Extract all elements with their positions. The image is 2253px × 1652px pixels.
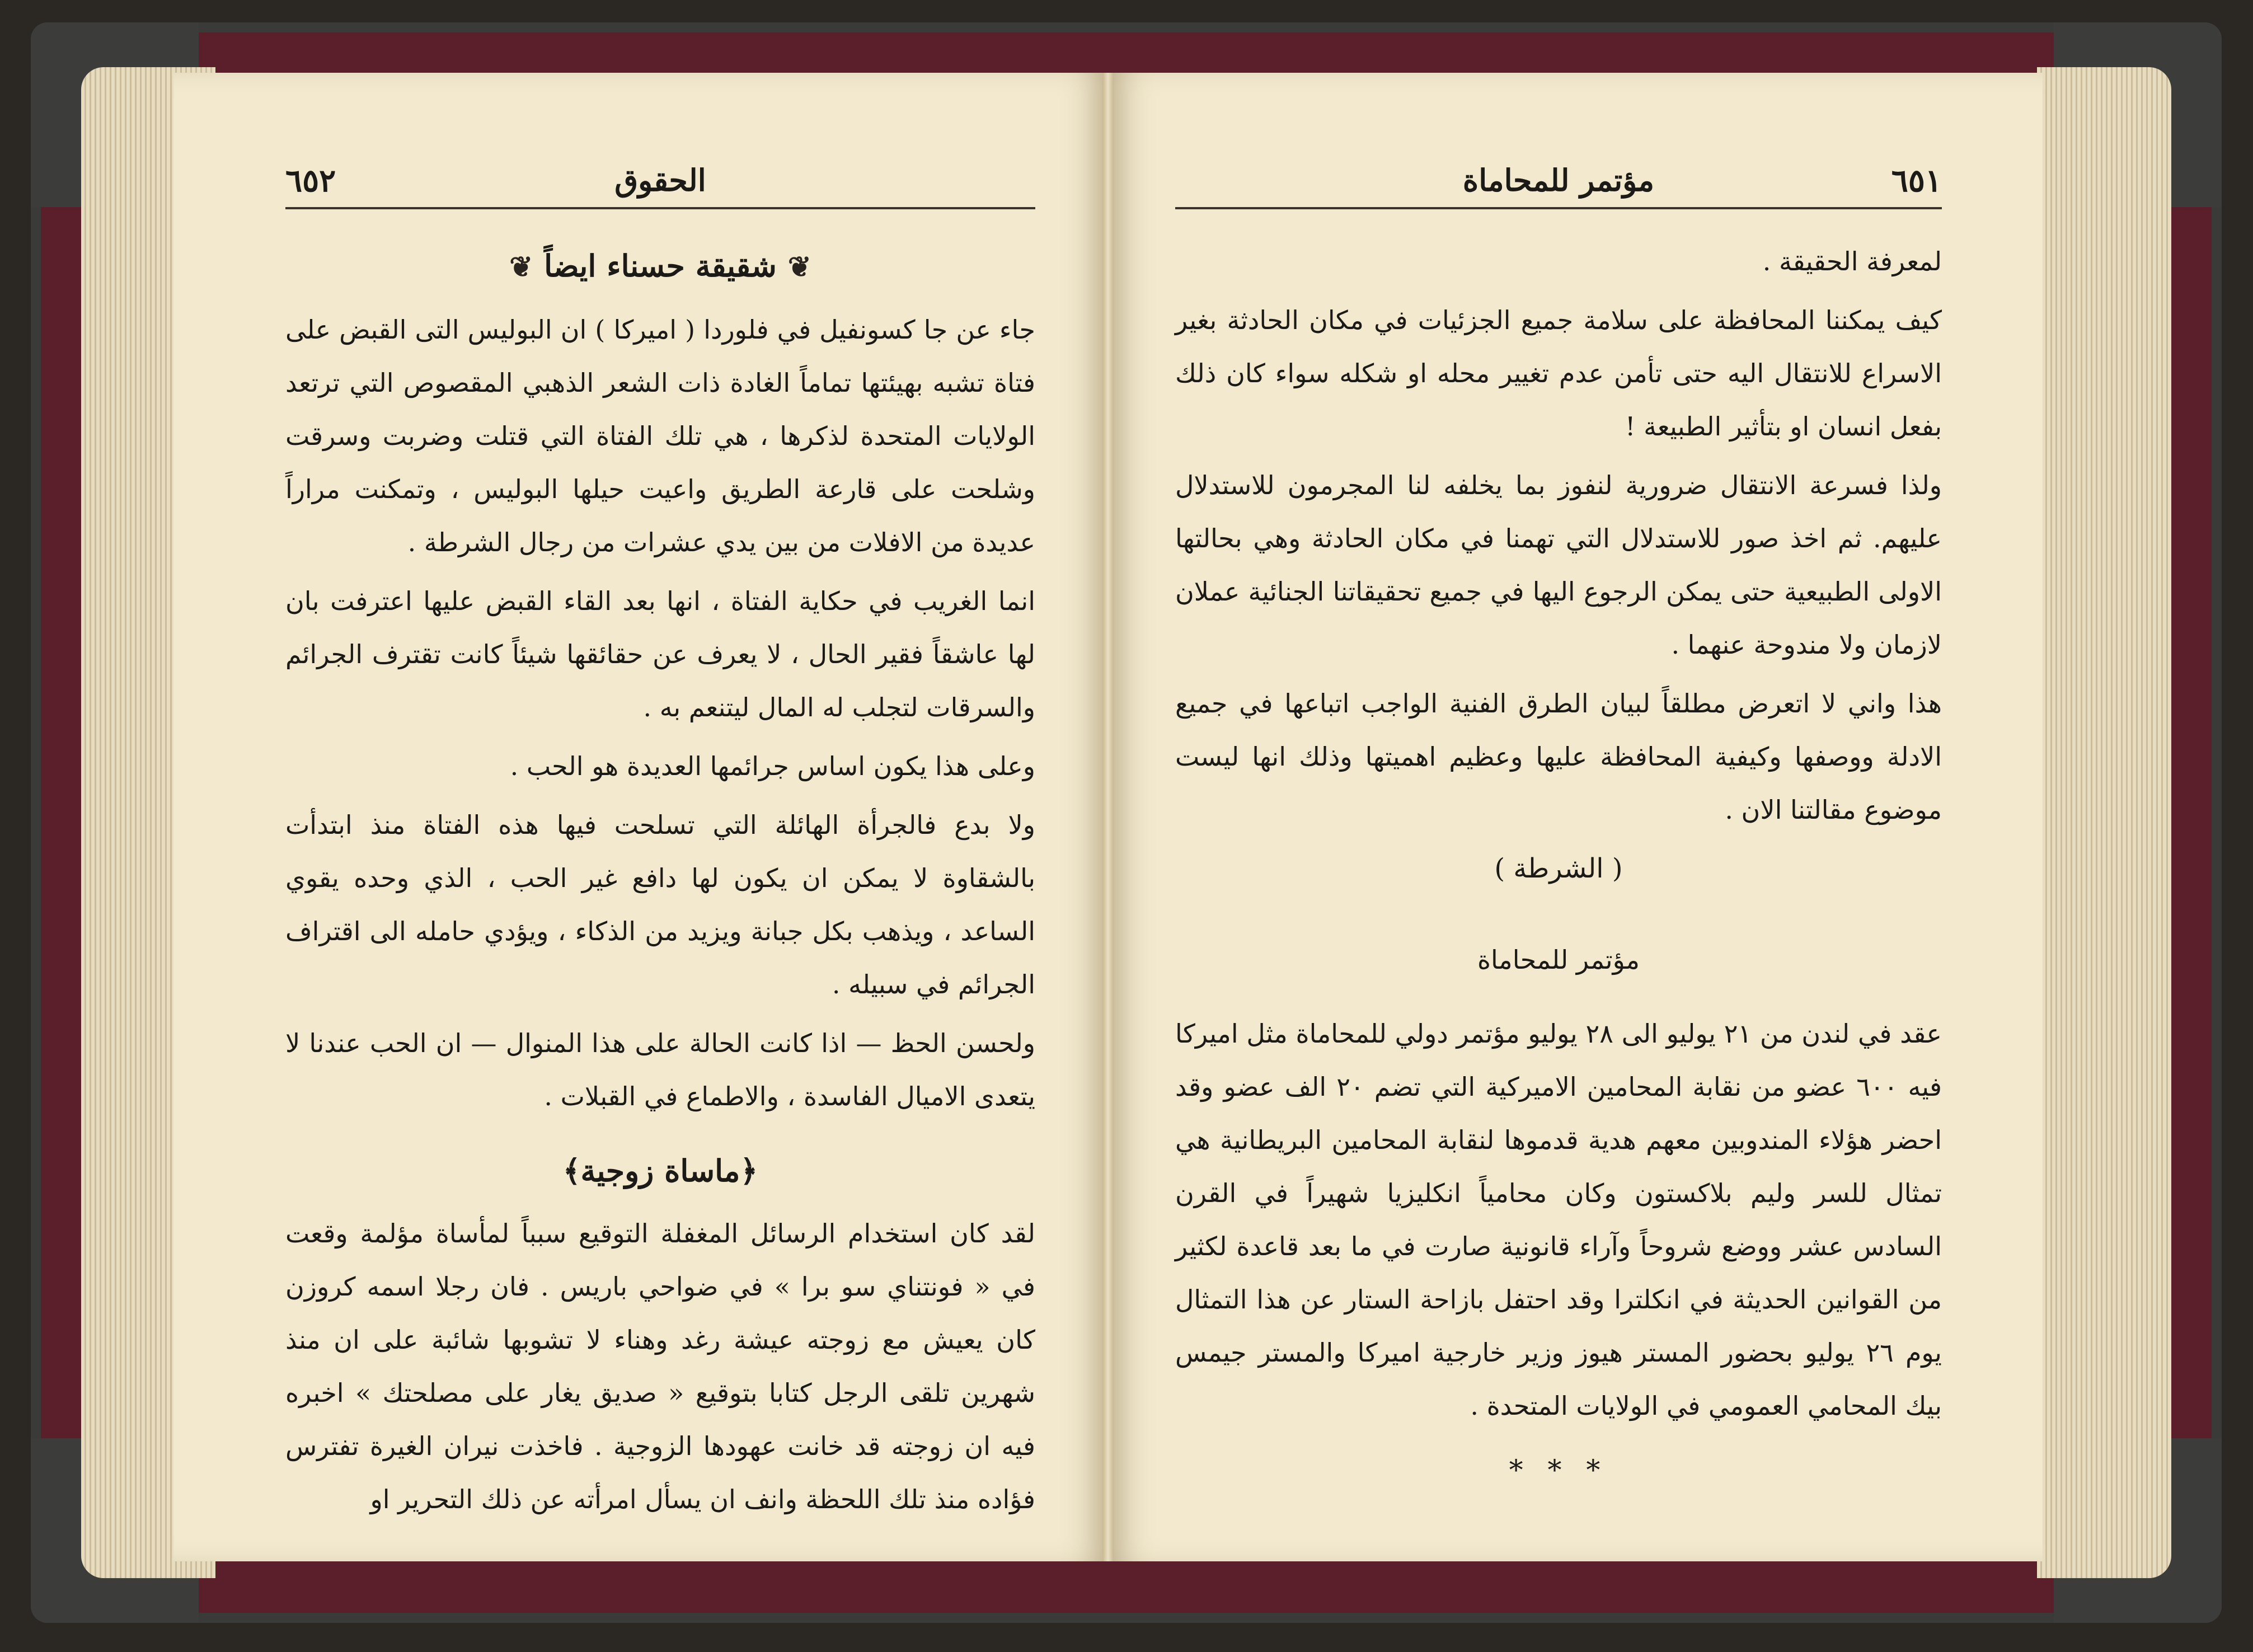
- left-page-header: [285, 162, 1035, 209]
- paragraph: كيف يمكننا المحافظة على سلامة جميع الجزئيات في مكان الحادثة بغير الاسراع للانتقال اليه حتى تأمن عدم تغيير محله او شكله سواء كان ذلك بفعل انسان او بتأثير الطبيعة !: [1175, 305, 1942, 442]
- page-number: ٦٥٢: [285, 162, 336, 199]
- end-mark: * * *: [1509, 1454, 1608, 1486]
- paragraph: لمعرفة الحقيقة .: [1762, 246, 1942, 276]
- book-gutter: [1102, 73, 1114, 1561]
- ornament-icon: ❦: [509, 250, 533, 283]
- left-page: [173, 73, 1102, 1561]
- paragraph: ولا بدع فالجرأة الهائلة التي تسلحت فيها هذه الفتاة منذ ابتدأت بالشقاوة لا يمكن ان يكون لها دافع غير الحب ، الذي وحده يقوي الساعد ، ويذهب بكل جبانة ويزيد من الذكاء ، ويؤدي حامله الى اقتراف الجرائم في سبيله .: [285, 810, 1035, 999]
- running-title: الحقوق: [614, 162, 706, 198]
- paragraph: لقد كان استخدام الرسائل المغفلة التوقيع سبباً لمأساة مؤلمة وقعت في « فونتناي سو برا » في ضواحي باريس . فان رجلا اسمه كروزن كان يعيش مع زوجته عيشة رغد وهناء لا تشوبها شائبة على ان منذ شهرين تلقى الرجل كتابا بتوقيع « صديق يغار على مصلحتك » اخبره فيه ان زوجته قد خانت عهودها الزوجية . فاخذت نيران الغيرة تفترس فؤاده منذ تلك اللحظة وانف ان يسأل امرأته عن ذلك التحرير او: [285, 1218, 1035, 1514]
- article-signature: ( الشرطة ): [1494, 853, 1623, 884]
- left-page-body: [285, 235, 1035, 1532]
- article-title: مؤتمر للمحاماة: [1477, 945, 1640, 975]
- paragraph: وعلى هذا يكون اساس جرائمها العديدة هو الحب .: [510, 751, 1035, 781]
- right-page: [1114, 73, 2043, 1561]
- paragraph: عقد في لندن من ٢١ يوليو الى ٢٨ يوليو مؤتمر دولي للمحاماة مثل اميركا فيه ٦٠٠ عضو من نقابة المحامين الاميركية التي تضم ٢٠ الف عضو وقد احضر هؤلاء المندوبين معهم هدية قدموها لنقابة المحامين البريطانية هي تمثال للسر وليم بلاكستون وكان محامياً انكليزيا شهيراً في القرن السادس عشر ووضع شروحاً وآراء قانونية صارت في ما بعد قاعدة لكثير من القوانين الحديثة في انكلترا وقد احتفل بازاحة الستار عن هذا التمثال يوم ٢٦ يوليو بحضور المستر هيوز وزير خارجية اميركا والمستر جيمس بيك المحامي العمومي في الولايات المتحدة .: [1175, 1019, 1942, 1421]
- ornament-icon: ❦: [787, 250, 811, 283]
- right-page-header: [1175, 162, 1942, 209]
- section-heading: ❦شقيقة حسناء ايضاً❦: [285, 235, 1035, 298]
- page-edges-right: [2037, 67, 2171, 1578]
- page-number: ٦٥١: [1891, 162, 1942, 199]
- running-title: مؤتمر للمحاماة: [1462, 162, 1655, 198]
- paragraph: جاء عن جا كسونفيل في فلوردا ( اميركا ) ان البوليس التى القبض على فتاة تشبه بهيئتها تماماً الغادة ذات الشعر الذهبي المقصوص التي ترتعد الولايات المتحدة لذكرها ، هي تلك الفتاة التي قتلت وضربت وسرقت وشلحت على قارعة الطريق واعيت حيلها البوليس ، وتمكنت مراراً عديدة من الافلات من بين يدي عشرات من رجال الشرطة .: [285, 315, 1035, 557]
- right-page-body: [1175, 235, 1942, 1497]
- paragraph: ولذا فسرعة الانتقال ضرورية لنفوز بما يخلفه لنا المجرمون للاستدلال عليهم. ثم اخذ صور للاستدلال التي تهمنا في مكان الحادثة وهي بحالتها الاولى الطبيعية حتى يمكن الرجوع اليها في جميع تحقيقاتنا الجنائية عملان لازمان ولا مندوحة عنهما .: [1175, 470, 1942, 660]
- paragraph: ولحسن الحظ — اذا كانت الحالة على هذا المنوال — ان الحب عندنا لا يتعدى الاميال الفاسدة ، والاطماع في القبلات .: [285, 1028, 1035, 1111]
- paragraph: انما الغريب في حكاية الفتاة ، انها بعد القاء القبض عليها اعترفت بان لها عاشقاً فقير الحال ، لا يعرف عن حقائقها شيئاً كانت تقترف الجرائم والسرقات لتجلب له المال ليتنعم به .: [285, 586, 1035, 722]
- section-heading: ﴿ماساة زوجية﴾: [562, 1153, 758, 1189]
- paragraph: هذا واني لا اتعرض مطلقاً لبيان الطرق الفنية الواجب اتباعها في جميع الادلة ووصفها وكيفية المحافظة عليها وعظيم اهميتها وذلك انها ليست موضوع مقالتنا الان .: [1175, 688, 1942, 825]
